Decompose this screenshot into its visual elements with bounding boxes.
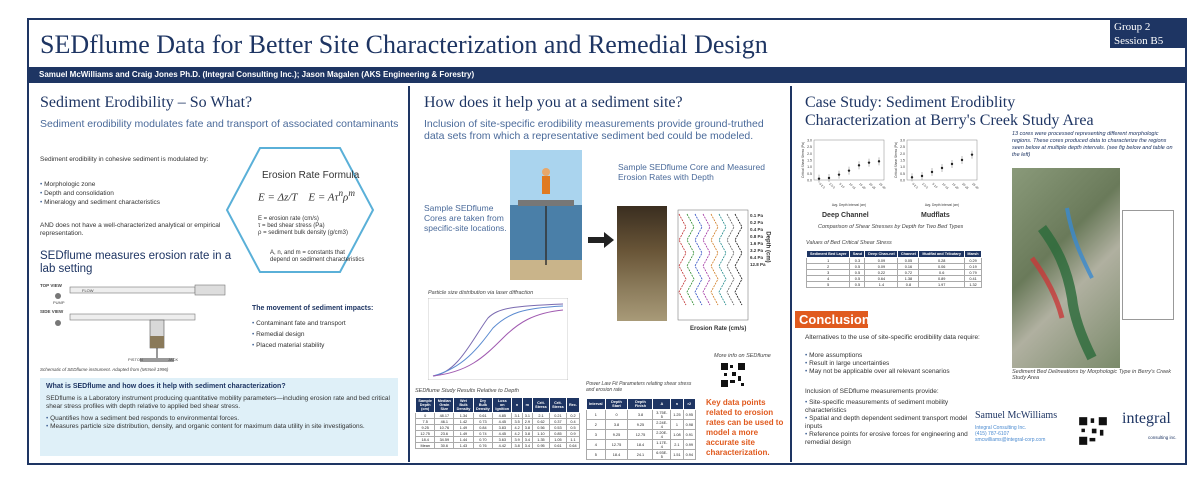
author-bar: Samuel McWilliams and Craig Jones Ph.D. (Integral Consulting Inc.); Jason Magalen (AKS Engineering & Forestry) [29,67,1185,83]
sedflume-results-table: Sample Depth (cm) Median Grain Size Wet Bulk Density Dry Bulk Density Loss on Ignition n m Crit. Stress Crit. Stress Rec. 0 48.17 1.34 0.61 4.85 3.1 3.1 2.1 0.21 0.2 7.5 46.1 1.42 0.73 4.45 3.5 2.9 0.62 0.37 0.4 9.25 10.76 1.49 0.84 3.83 4.2 3.8 0.56 0.53 0.5 12.75 23.6 1.49 0.74 4.45 4.2 3.8 1.10 0.85 0.9 18.4 34.59 1.44 0.70 3.63 3.9 3.4 1.35 1.05 1.1 Mean 30.6 1.43 0.76 4.42 3.8 3.4 0.95 0.61 0.64 [415,397,580,449]
data-point [971,153,973,155]
table-cell: 1.32 [965,282,982,288]
movement-bullets [252,318,392,351]
bullet-item: • Remedial design [252,329,392,340]
bullet-item: • Measures particle size distribution, density, and organic content for maximum data utility in site investigations. [46,423,391,431]
table-cell: 0.41 [965,276,982,282]
contact-name: Samuel McWilliams [975,410,1058,421]
x-tick-label: 5-10 [838,181,846,189]
plot-area [907,140,977,180]
x-tick-label: 2.5-5 [828,181,836,190]
legend-entry: 1.6 Pa [750,241,764,246]
flow-label: FLOW [82,288,94,293]
y-tick-label: 1.5 [807,158,812,163]
pump-label: PUMP [53,300,65,305]
x-tick-label: 0-2.5 [818,181,826,190]
table-header: Marsh [965,251,982,258]
bullet-item: • May not be applicable over all relevant scenarios [805,368,1005,376]
power-law-table: Interval Depth Start Depth Finish A n r2 1 0 3.8 3.75E-5 1.25 0.95 2 3.8 9.25 2.24E-4 1 0.98 3 9.25 12.75 2.20E-4 1.08 0.91 4 12.75 18.4 1.17E-4 2.1 0.99 5 18.4 24.1 6.93E-5 1.51 0.94 [586,398,696,460]
table1-caption: SEDflume Study Results Relative to Depth [415,388,519,394]
formula-defs [258,216,368,237]
conclusion-heading: Conclusion [795,311,868,328]
y-tick-label: 2.5 [900,145,905,150]
bullet-item: • Result in large uncertainties [805,360,1005,368]
data-point [858,164,860,166]
data-point [868,161,870,163]
y-tick-label: 3.0 [807,138,812,143]
bullet-item: • Mineralogy and sediment characteristics [40,198,230,207]
x-axis-label: Avg. Depth Interval (cm) [831,203,867,207]
table-cell: 0.19 [965,264,982,270]
data-point [878,160,880,162]
bullet-item: • Morphologic zone [40,180,230,189]
y-tick-label: 3.0 [900,138,905,143]
session-label: Session B5 [1114,35,1164,47]
x-tick-label: 25-30 [971,181,980,191]
col1-lead: Sediment erodibility modulates fate and transport of associated contaminants [40,118,399,130]
bullet-item: • Site-specific measurements of sediment mobility characteristics [805,399,970,415]
y-tick-label: 1.5 [900,158,905,163]
col2-heading: How does it help you at a sediment site? [424,94,683,111]
data-point [838,173,840,175]
x-tick-label: 10-15 [848,181,857,191]
bed-shear-table [806,250,982,288]
bullet-item: • More assumptions [805,352,1005,360]
particle-size-chart [428,298,568,380]
plot-area [678,210,748,320]
bullet-item: • Placed material stability [252,340,392,351]
table-header: Deep Chan-nel [865,251,898,258]
movement-title: The movement of sediment impacts: [252,305,374,312]
column-divider [790,86,792,462]
heading-line: Characterization at Berry's Creek Study Area [805,112,1094,129]
table-cell: 4 [807,276,850,282]
table2-caption: Power Law Fit Parameters relating shear stress and erosion rate [586,381,692,393]
table-cell: 2 [807,264,850,270]
y-tick-label: 2.0 [807,151,812,156]
deep-channel-chart [800,136,888,208]
erosion-legend [750,212,766,268]
bullet-item: • Depth and consolidation [40,189,230,198]
x-tick-label: 0-2.5 [911,181,919,190]
legend-entry: 0.4 Pa [750,227,764,232]
info-box-title: What is SEDflume and how does it help with sediment characterization? [46,383,286,390]
table-cell: 0.3 [850,258,865,264]
piston-label: PISTON [128,357,143,362]
col1-heading: Sediment Erodibility – So What? [40,94,253,111]
bullet-item: • Contaminant fate and transport [252,318,392,329]
table-cell: 0.22 [865,270,898,276]
poster-title: SEDflume Data for Better Site Characterization and Remedial Design [40,30,768,59]
x-tick-label: 15-20 [951,181,960,191]
col3-heading [805,94,1094,130]
data-point [818,177,820,179]
y-tick-label: 2.0 [900,151,905,156]
formula-def: τ = bed shear stress (Pa) [258,223,325,229]
table-cell: 0.09 [865,264,898,270]
legend-entry: 0.2 Pa [750,220,764,225]
x-tick-label: 20-25 [961,181,970,191]
table-cell: 0.5 [850,264,865,270]
heading-line: Case Study: Sediment Erodiblity [805,94,1016,111]
table-cell: 1 [807,258,850,264]
table-header: Sand [850,251,865,258]
contact-phone: (415) 787-6107 [975,431,1010,437]
integral-logo: integral [1122,410,1171,427]
col2-lead: Inclusion of site-specific erodibility measurements provide ground-truthed data sets from which a representative sediment bed could be modeled. [424,118,764,142]
data-point [961,159,963,161]
y-axis-label: Critical Shear Stress (Pa) [894,142,898,178]
integral-logo-sub: consulting inc. [1148,435,1177,440]
map-caption: Sediment Bed Delineations by Morphologic Type in Berry's Creek Study Area [1012,369,1171,381]
table-cell: 0.89 [919,276,965,282]
table-row [807,282,982,288]
y-tick-label: 0.0 [807,178,812,183]
data-point [941,167,943,169]
data-point [848,169,850,171]
more-info-label: More info on SEDflume [714,353,771,359]
group-label: Group 2 [1114,21,1151,33]
table-cell: 0.29 [965,258,982,264]
data-point [931,171,933,173]
y-tick-label: 0.5 [900,171,905,176]
formula-def: ρ = sediment bulk density (g/cm3) [258,230,348,236]
bullet-item: • Reference points for erosive forces for engineering and remedial design [805,431,970,447]
table-cell: 0.79 [965,270,982,276]
data-point [921,175,923,177]
table-cell: 0.09 [865,258,898,264]
table-cell: 0.6 [919,270,965,276]
conclusion-intro2: Inclusion of SEDflume measurements provide: [805,388,939,395]
data-point [828,177,830,179]
y-tick-label: 0.0 [900,178,905,183]
schematic-caption: Schematic of SEDflume instrument. Adapted from (McNeil 1996) [40,367,169,372]
info-box-text: SEDflume is a Laboratory instrument producing quantitative mobility parameters—including erosion rate and bed critical shear stress profiles with depth relative to applied bed shear stress. [46,395,390,410]
table-cell: 0.05 [898,258,919,264]
table-cell: 1.38 [898,276,919,282]
x-tick-label: 25-30 [878,181,887,191]
table-cell: 0.8 [898,282,919,288]
cores-text: Sample SEDflume Cores are taken from specific-site locations. [424,203,507,233]
table-cell: 1.97 [919,282,965,288]
map-legend [1122,210,1174,320]
top-view-label: TOP VIEW [40,283,62,288]
deep-channel-label: Deep Channel [822,212,869,219]
legend-entry: 0.8 Pa [750,234,764,239]
table-cell: 0.16 [898,264,919,270]
bullet-item: • Spatial and depth dependent sediment transport model inputs [805,415,970,431]
formula-title: Erosion Rate Formula [262,170,360,181]
data-point [911,176,913,178]
formula-def: E = erosion rate (cm/s) [258,216,319,222]
erosion-xlabel: Erosion Rate (cm/s) [690,326,747,332]
table-header: Mudflat and Tributary [919,251,965,258]
qr-code-icon[interactable] [720,362,746,388]
x-axis-label: Avg. Depth Interval (cm) [924,203,960,207]
y-tick-label: 2.5 [807,145,812,150]
mudflats-chart [893,136,981,208]
contact-info [975,425,1045,443]
erosion-ylabel: Depth (cm) [764,231,771,263]
legend-entry: 12.8 Pa [750,262,766,267]
data-point [951,163,953,165]
cores-description: 13 cores were processed representing different morphologic regions. These cores produced data to characterize the regions seen below at multiple depth intervals. (see fig below and table on the left) [1012,131,1173,158]
x-tick-label: 2.5-5 [921,181,929,190]
contact-qr-code-icon[interactable] [1078,416,1108,446]
mudflats-label: Mudflats [921,212,950,219]
formula-constants: A, n, and m = constants that depend on sediment characteristics [270,250,365,263]
legend-entry: 6.4 Pa [750,255,764,260]
table-header: Channel [898,251,919,258]
map-overlay [1012,168,1120,368]
sedflume-schematic [40,282,250,364]
compare-caption: Comparison of Shear Stresses by Depth for Two Bed Types [818,224,964,230]
table-cell: 1.4 [865,282,898,288]
contact-org: Integral Consulting Inc. [975,425,1027,431]
jack-label: JACK [168,357,179,362]
y-tick-label: 1.0 [807,165,812,170]
bullet-item: • Quantifies how a sediment bed responds to environmental forces. [46,415,391,423]
psd-caption: Particle size distribution via laser diffraction [428,290,534,296]
core-photo [617,206,667,321]
legend-entry: 3.2 Pa [750,248,764,253]
values-caption: Values of Bed Critical Shear Stress [806,240,892,246]
key-data-points: Key data points related to erosion rates can be used to model a more accurate site characterization. [706,398,784,457]
x-tick-label: 15-20 [858,181,867,191]
x-tick-label: 10-15 [941,181,950,191]
core-chart-title: Sample SEDflume Core and Measured Erosion Rates with Depth [618,162,765,182]
y-axis-label: Critical Shear Stress (Pa) [801,142,805,178]
col1-and-text: AND does not have a well-characterized analytical or empirical representation. [40,222,221,237]
legend-entry: 0.1 Pa [750,213,764,218]
table-cell: 0.5 [850,282,865,288]
table-cell: 0.5 [850,270,865,276]
table-cell: 0.28 [919,258,965,264]
table-cell: 0.5 [850,276,865,282]
col1-bullets [40,180,230,207]
table-header: Sediment Bed Layer [807,251,850,258]
x-tick-label: 20-25 [868,181,877,191]
table-cell: 0.64 [865,276,898,282]
y-tick-label: 0.5 [807,171,812,176]
conclusion-intro: Alternatives to the use of site-specific erodibility data require: [805,334,980,341]
core-sampling-illustration [510,150,582,280]
col1-subheading: SEDflume measures erosion rate in a lab setting [40,250,232,275]
table-cell: 0.06 [919,264,965,270]
table-body [807,258,982,288]
table-cell: 0.72 [898,270,919,276]
col1-intro: Sediment erodibility in cohesive sediment is modulated by: [40,156,209,163]
formula-equations: E = Δz/T $E = A\tau^n\rho^m$ [258,188,355,204]
conclusion-bullets1 [805,352,1005,376]
contact-email[interactable]: smcwilliams@integral-corp.com [975,437,1046,443]
session-badge [1110,18,1187,48]
info-box-bullets [46,415,391,431]
column-divider [408,86,410,462]
side-view-label: SIDE VIEW [40,309,64,314]
table-cell: 5 [807,282,850,288]
table-cell: 3 [807,270,850,276]
arrow-right-icon [588,232,614,248]
conclusion-bullets2 [805,399,970,447]
x-tick-label: 5-10 [931,181,939,189]
y-tick-label: 1.0 [900,165,905,170]
